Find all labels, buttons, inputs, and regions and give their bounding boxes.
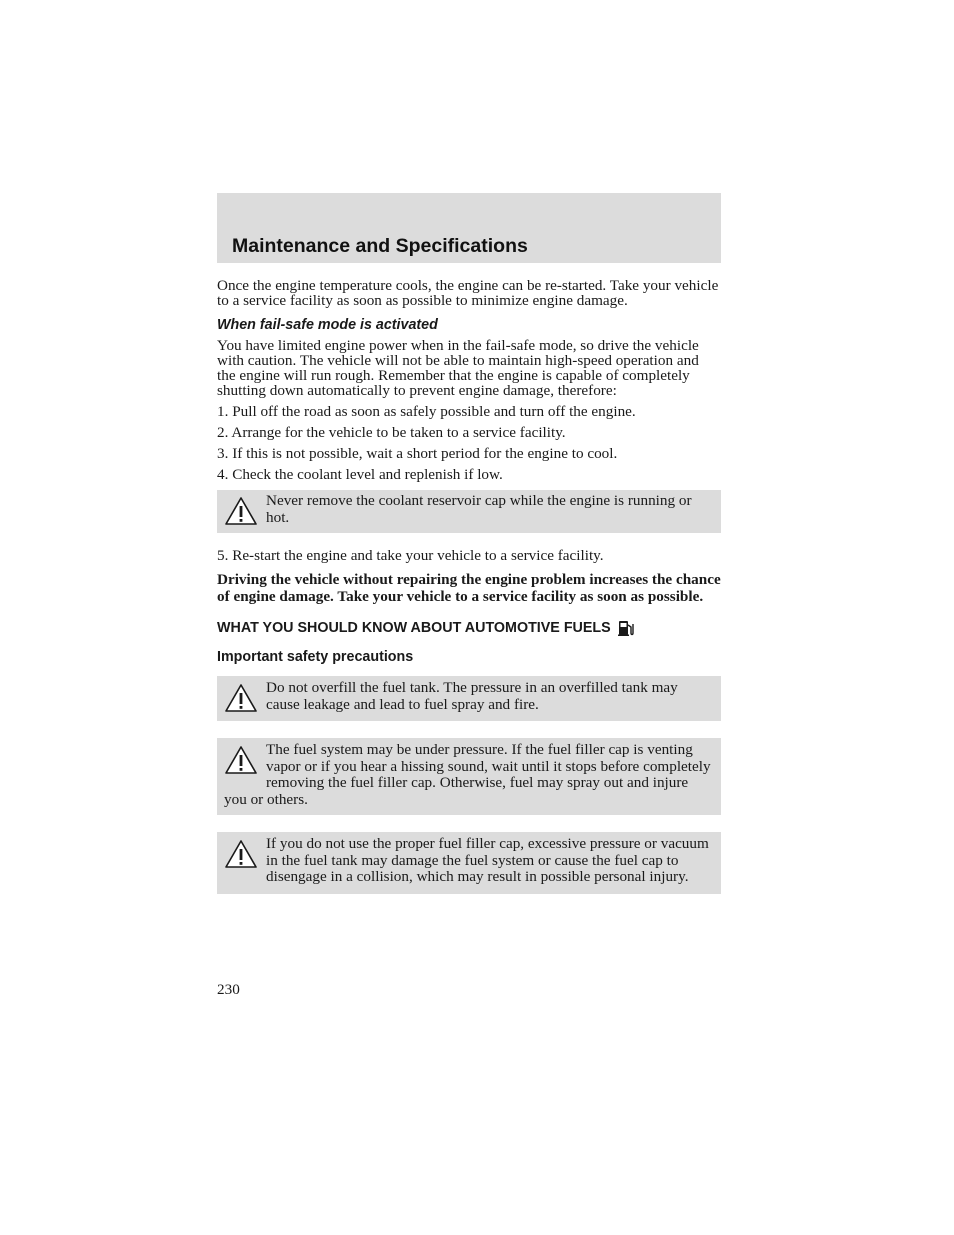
fuels-heading — [217, 619, 721, 637]
list-item: 5. Re-start the engine and take your vehicle to a service facility. — [217, 547, 604, 564]
list-item: 3. If this is not possible, wait a short period for the engine to cool. — [217, 445, 618, 462]
list-item: 2. Arrange for the vehicle to be taken to a service facility. — [217, 424, 566, 441]
warning-text: If you do not use the proper fuel filler cap, excessive pressure or vacuum in the fuel tank may damage the fuel system or cause the fuel cap to disengage in a collision, which may result in possible personal injury. — [266, 835, 709, 885]
warning-triangle-icon — [224, 838, 258, 870]
list-item: 1. Pull off the road as soon as safely possible and turn off the engine. — [217, 403, 636, 420]
warning-box-pressure — [217, 738, 721, 815]
warning-box-filler-cap — [217, 832, 721, 894]
page-title: Maintenance and Specifications — [232, 235, 528, 257]
failsafe-paragraph: You have limited engine power when in the fail-safe mode, so drive the vehicle with caution. The vehicle will not be able to maintain high-speed operation and the engine will run rough. Remember that the engine is capable of completely shutting down automatically to prevent engine damage, therefore: — [217, 337, 699, 399]
warning-box-overfill — [217, 676, 721, 721]
intro-paragraph: Once the engine temperature cools, the engine can be re-started. Take your vehicle to a service facility as soon as possible to minimize engine damage. — [217, 277, 719, 309]
page-number: 230 — [217, 981, 240, 998]
fuels-heading-text: WHAT YOU SHOULD KNOW ABOUT AUTOMOTIVE FUELS — [217, 620, 611, 636]
precautions-heading: Important safety precautions — [217, 649, 414, 665]
warning-text: Never remove the coolant reservoir cap while the engine is running or hot. — [266, 492, 692, 526]
warning-triangle-icon — [224, 495, 258, 527]
page-content — [217, 278, 721, 894]
fuel-pump-icon — [617, 619, 635, 637]
warning-text: The fuel system may be under pressure. If the fuel filler cap is venting vapor or if you hear a hissing sound, wait until it stops before completely removing the fuel filler cap. Otherwise, fuel may spray out and injure you or others. — [224, 741, 711, 808]
bold-note: Driving the vehicle without repairing the engine problem increases the chance of engine damage. Take your vehicle to a service facility as soon as possible. — [217, 571, 721, 605]
list-item: 4. Check the coolant level and replenish if low. — [217, 466, 503, 483]
warning-triangle-icon — [224, 682, 258, 714]
failsafe-heading: When fail-safe mode is activated — [217, 317, 438, 333]
warning-triangle-icon — [224, 744, 258, 776]
warning-box-coolant — [217, 490, 721, 533]
warning-text: Do not overfill the fuel tank. The pressure in an overfilled tank may cause leakage and lead to fuel spray and fire. — [266, 679, 678, 713]
header-band — [217, 193, 721, 263]
